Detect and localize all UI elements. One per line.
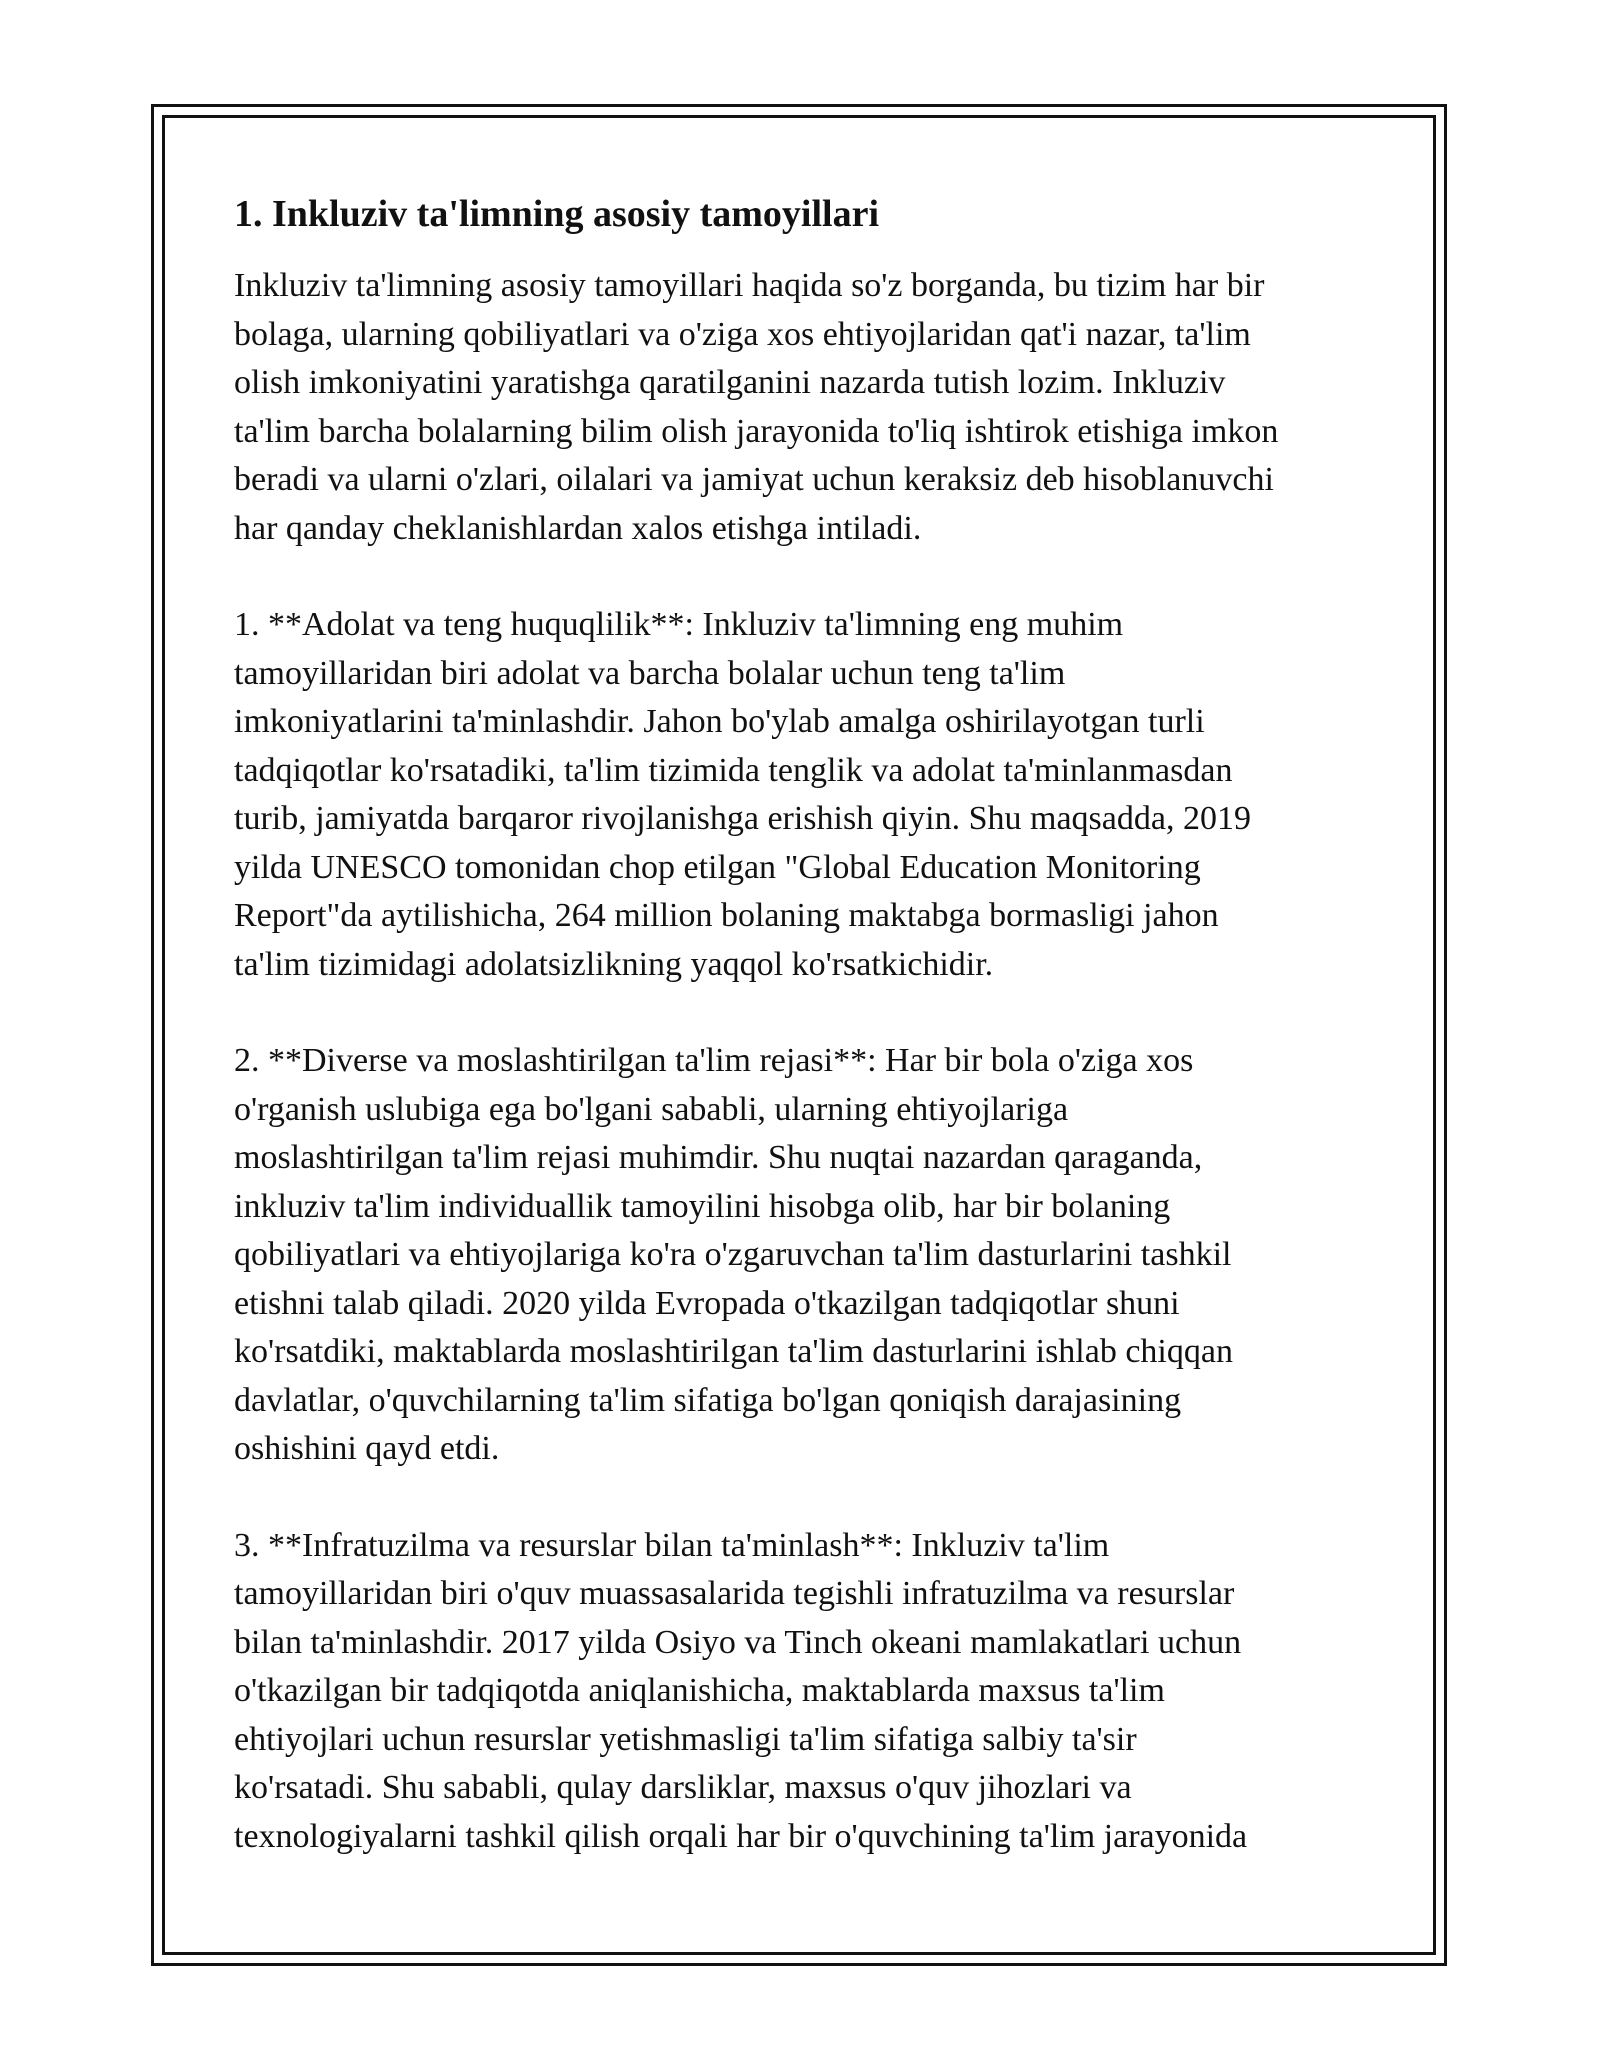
paragraph-principle-3: 3. **Infratuzilma va resurslar bilan ta'minlash**: Inkluziv ta'lim tamoyillaridan biri o'quv muassasalarida tegishli infratuzilma va resurslar bilan ta'minlashdir. 2017 yilda Osiyo va Tinch okeani mamlakatlari uchun o'tkazilgan bir tadqiqotda aniqlanishicha, maktablarda maxsus ta'lim ehtiyojlari uchun resurslar yetishmasligi ta'lim sifatiga salbiy ta'sir ko'rsatadi. Shu sababli, qulay darsliklar, maxsus o'quv jihozlari va texnologiyalarni tashkil qilish orqali har bir o'quvchining ta'lim jarayonida bbox=[234, 1526, 1248, 1855]
paragraph-principle-2: 2. **Diverse va moslashtirilgan ta'lim rejasi**: Har bir bola o'ziga xos o'rganish uslubiga ega bo'lgani sababli, ularning ehtiyojlariga moslashtirilgan ta'lim rejasi muhimdir. Shu nuqtai nazardan qaraganda, inkluziv ta'lim individuallik tamoyilini hisobga olib, har bir bolaning qobiliyatlari va ehtiyojlariga ko'ra o'zgaruvchan ta'lim dasturlarini tashkil etishni talab qiladi. 2020 yilda Evropada o'tkazilgan tadqiqotlar shuni ko'rsatdiki, maktablarda moslashtirilgan ta'lim dasturlarini ishlab chiqqan davlatlar, o'quvchilarning ta'lim sifatiga bo'lgan qoniqish darajasining oshishini qayd etdi. bbox=[234, 1042, 1233, 1467]
section-heading: 1. Inkluziv ta'limning asosiy tamoyillari bbox=[234, 193, 880, 235]
paragraph-principle-1: 1. **Adolat va teng huquqlilik**: Inkluziv ta'limning eng muhim tamoyillaridan biri adolat va barcha bolalar uchun teng ta'lim imkoniyatlarini ta'minlashdir. Jahon bo'ylab amalga oshirilayotgan turli tadqiqotlar ko'rsatadiki, ta'lim tizimida tenglik va adolat ta'minlanmasdan turib, jamiyatda barqaror rivojlanishga erishish qiyin. Shu maqsadda, 2019 yilda UNESCO tomonidan chop etilgan "Global Education Monitoring Report"da aytilishicha, 264 million bolaning maktabga bormasligi jahon ta'lim tizimidagi adolatsizlikning yaqqol ko'rsatkichidir. bbox=[234, 606, 1251, 983]
document-body bbox=[234, 190, 1384, 1909]
paragraph-intro: Inkluziv ta'limning asosiy tamoyillari haqida so'z borganda, bu tizim har bir bolaga, ularning qobiliyatlari va o'ziga xos ehtiyojlaridan qat'i nazar, ta'lim olish imkoniyatini yaratishga qaratilganini nazarda tutish lozim. Inkluziv ta'lim barcha bolalarning bilim olish jarayonida to'liq ishtirok etishiga imkon beradi va ularni o'zlari, oilalari va jamiyat uchun keraksiz deb hisoblanuvchi har qanday cheklanishlardan xalos etishga intiladi. bbox=[234, 267, 1279, 547]
